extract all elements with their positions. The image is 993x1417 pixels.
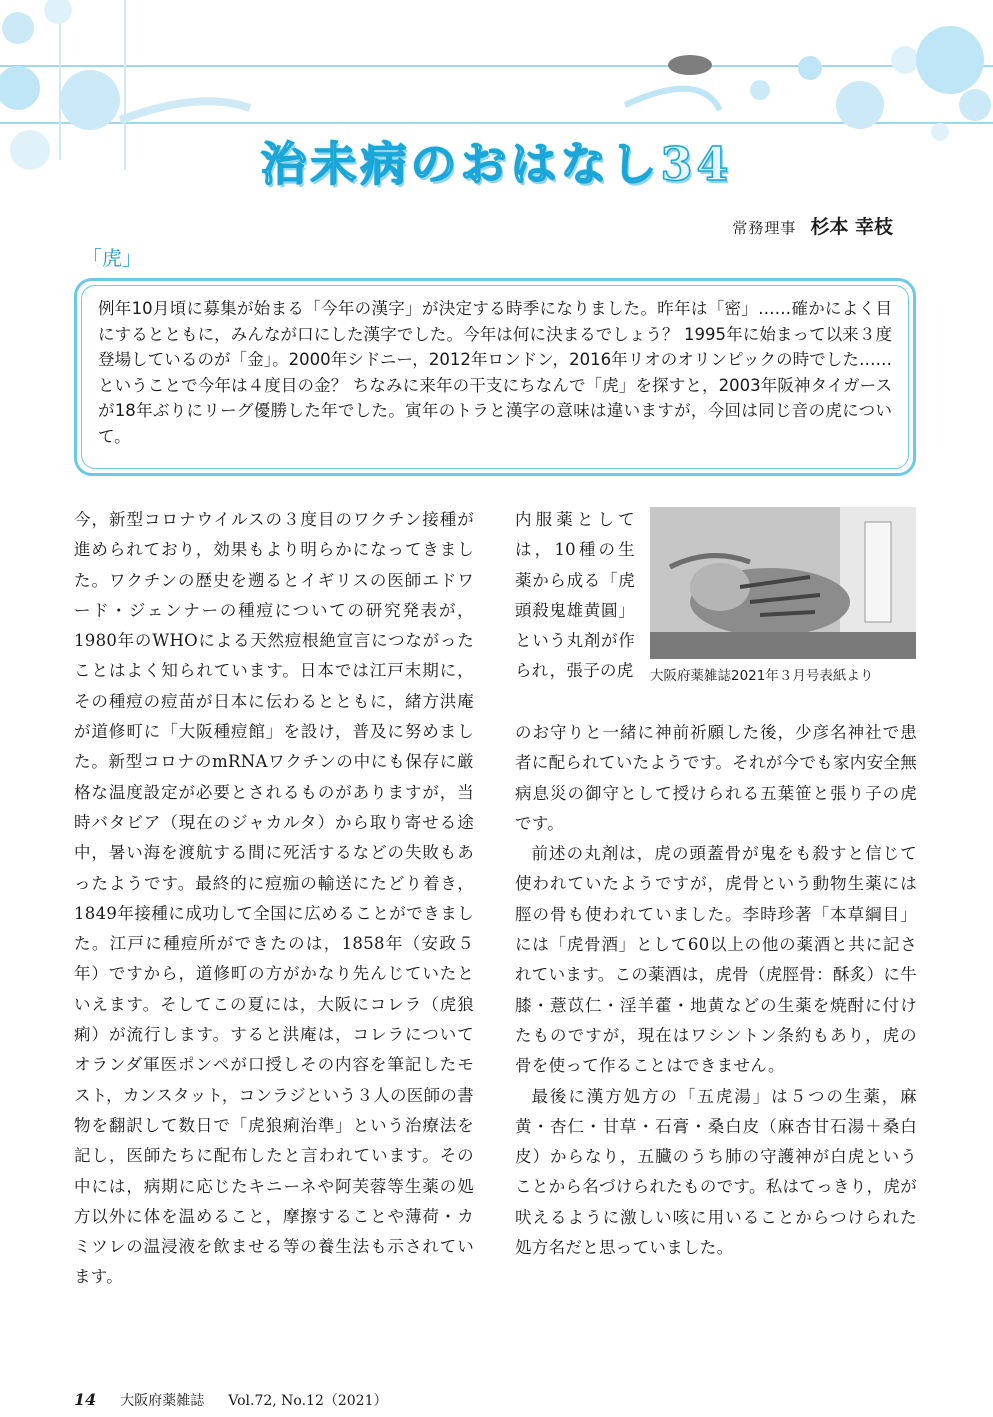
journal-name: 大阪府薬雑誌	[120, 1393, 205, 1409]
tiger-photo	[650, 507, 916, 659]
right-paragraph-3: 最後に漢方処方の「五虎湯」は５つの生薬，麻黄・杏仁・甘草・石膏・桑白皮（麻杏甘石湯＋桑白皮）からなり，五臓のうち肺の守護神が白虎ということから名づけられたものです。私はてっきり，虎が吠えるように激しい咳に用いることからつけられた処方名だと思っていました。	[515, 1086, 917, 1258]
left-column-text: 今，新型コロナウイルスの３度目のワクチン接種が進められており，効果もより明らかになってきました。ワクチンの歴史を遡るとイギリスの医師エドワード・ジェンナーの種痘についての研究発表が，1980年のWHOによる天然痘根絶宣言につながったことはよく知られています。日本では江戸末期に，その種痘の痘苗が日本に伝わるとともに，緒方洪庵が道修町に「大阪種痘館」を設け，普及に努めました。新型コロナのmRNAワクチンの中にも保存に厳格な温度設定が必要とされるものがありますが，当時バタビア（現在のジャカルタ）から取り寄せる途中，暑い海を渡航する間に死活するなどの失敗もあったようです。最終的に痘痂の輸送にたどり着き，1849年接種に成功して全国に広めることができました。江戸に種痘所ができたのは，1858年（安政５年）ですから，道修町の方がかなり先んじていたといえます。そしてこの夏には，大阪にコレラ（虎狼痢）が流行します。すると洪庵は，コレラについてオランダ軍医ポンペが口授しその内容を筆記したモスト，カンスタット，コンラジという３人の医師の書物を翻訳して数日で「虎狼痢治準」という治療法を記し，医師たちに配布したと言われています。その中には，病期に応じたキニーネや阿芙蓉等生薬の処方以外に体を温めること，摩擦することや薄荷・カミツレの温浸液を飲ませる等の養生法も示されています。	[74, 510, 474, 1287]
author-byline	[732, 212, 893, 239]
photo-caption: 大阪府薬雑誌2021年３月号表紙より	[650, 668, 874, 684]
page-number: 14	[74, 1390, 97, 1409]
right-column-top	[515, 505, 635, 687]
right-paragraph-1: のお守りと一緒に神前祈願した後，少彦名神社で患者に配られていたようです。それが今でも家内安全無病息災の御守として授けられる五葉笹と張り子の虎です。	[515, 723, 917, 833]
left-column	[74, 505, 474, 1293]
right-paragraph-2: 前述の丸剤は，虎の頭蓋骨が鬼をも殺すと信じて使われていたようですが，虎骨という動物生薬には脛の骨も使われていました。李時珍著「本草綱目」には「虎骨酒」として60以上の他の薬酒と共に記されています。この薬酒は，虎骨（虎脛骨：酥炙）に牛膝・薏苡仁・淫羊藿・地黄などの生薬を焼酎に付けたものですが，現在はワシントン条約もあり，虎の骨を使って作ることはできません。	[515, 844, 917, 1076]
intro-box	[74, 278, 916, 476]
article-title: 治未病のおはなし34	[260, 137, 733, 191]
page-footer	[74, 1390, 388, 1410]
section-label: 「虎」	[82, 246, 142, 270]
tiger-figure-image	[650, 507, 916, 659]
journal-volume: Vol.72, No.12（2021）	[228, 1393, 388, 1409]
intro-text: 例年10月頃に募集が始まる「今年の漢字」が決定する時季になりました。昨年は「密」……確かによく目にするとともに，みんなが口にした漢字でした。今年は何に決まるでしょう？ 1995年に始まって以来３度登場しているのが「金」。2000年シドニー，2012年ロンドン，2016年リオのオリンピックの時でした……ということで今年は４度目の金？ ちなみに来年の干支にちなんで「虎」を探すと，2003年阪神タイガースが18年ぶりにリーグ優勝した年でした。寅年のトラと漢字の意味は違いますが，今回は同じ音の虎について。	[81, 285, 909, 469]
right-top-text: 内服薬としては，10種の生薬から成る「虎頭殺鬼雄黄圓」という丸剤が作られ，張子の虎	[515, 510, 635, 681]
author-role: 常務理事	[732, 219, 797, 237]
author-name: 杉本 幸枝	[810, 216, 893, 238]
right-column	[515, 718, 917, 1263]
